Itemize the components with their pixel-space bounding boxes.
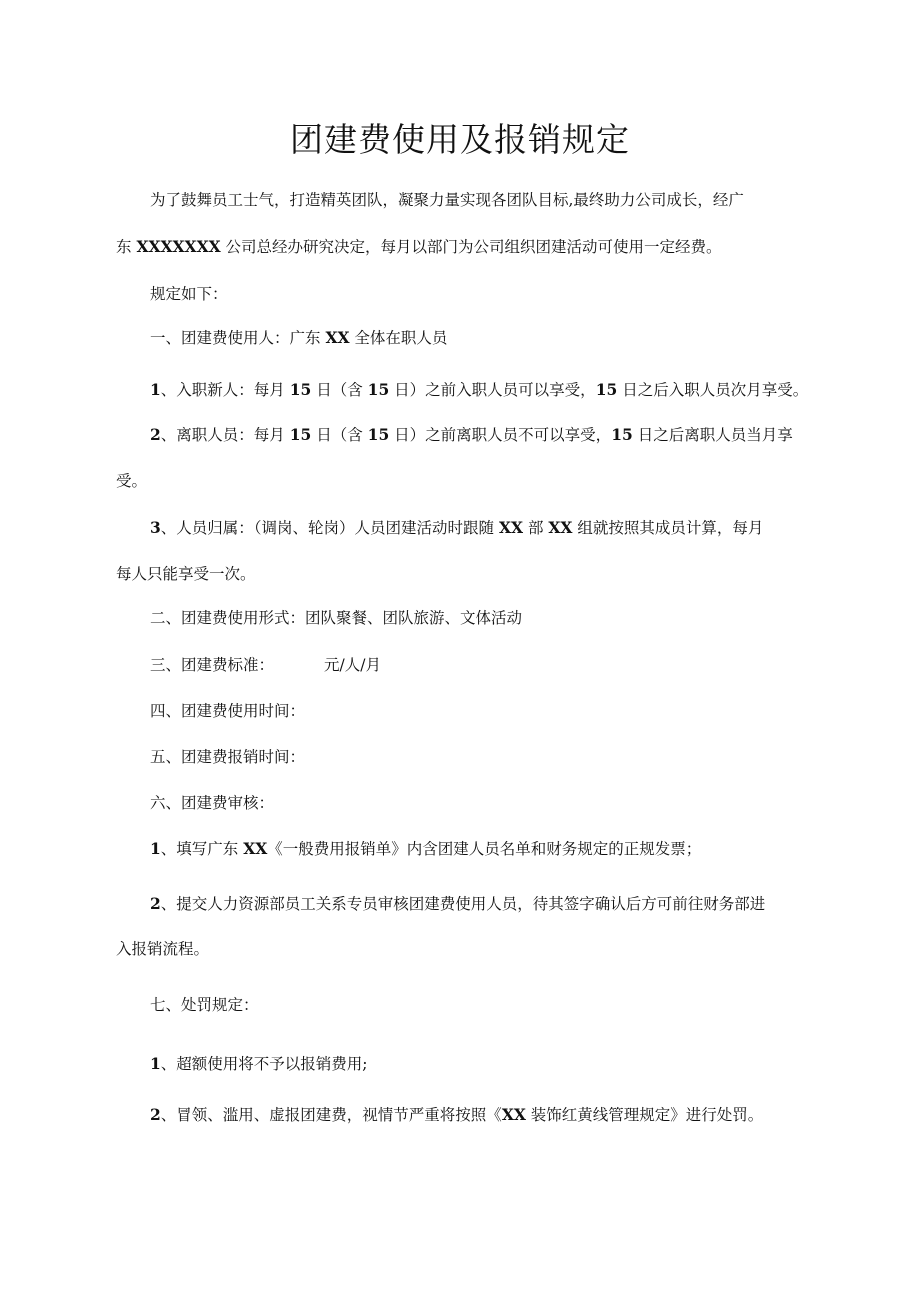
item-text: 日之后入职人员次月享受。 (617, 381, 809, 399)
item-text: 装饰红黄线管理规定》进行处罚。 (525, 1106, 764, 1124)
section-6-item-1 (150, 838, 701, 860)
intro-paragraph-line-1: 为了鼓舞员工士气，打造精英团队，凝聚力量实现各团队目标,最终助力公司成长，经广 (150, 191, 744, 209)
item-number: 1 (150, 839, 161, 858)
item-text: 、冒领、滥用、虚报团建费，视情节严重将按照《 (160, 1106, 502, 1124)
item-number: 1 (150, 1054, 161, 1073)
section-1-heading-suffix: 全体在职人员 (349, 329, 448, 347)
item-text: 日）之前离职人员不可以享受， (389, 426, 612, 444)
item-text: 日之后离职人员当月享 (632, 426, 793, 444)
item-text: 日（含 (311, 426, 368, 444)
day-number: 15 (367, 380, 390, 399)
item-text: 、入职新人：每月 (160, 381, 290, 399)
group-placeholder: XX (548, 518, 573, 537)
section-7-heading: 七、处罚规定： (150, 996, 259, 1014)
department-placeholder: XX (498, 518, 524, 537)
section-1-item-3-line-2: 每人只能享受一次。 (116, 565, 256, 583)
item-number: 3 (150, 518, 161, 537)
item-number: 2 (150, 894, 161, 913)
section-3-label: 三、团建费标准： (150, 656, 275, 674)
item-text: 、人员归属：（调岗、轮岗）人员团建活动时跟随 (160, 519, 499, 537)
section-6-item-2-line-2: 入报销流程。 (116, 940, 210, 958)
company-placeholder: XX (243, 839, 268, 858)
item-text: 部 (523, 519, 549, 537)
section-4-heading: 四、团建费使用时间： (150, 702, 306, 720)
section-2-heading: 二、团建费使用形式：团队聚餐、团队旅游、文体活动 (150, 609, 523, 627)
item-text: 、超额使用将不予以报销费用; (160, 1055, 368, 1073)
rules-intro: 规定如下： (150, 285, 228, 303)
section-1-heading (150, 327, 447, 349)
intro-prefix: 东 (116, 238, 137, 256)
item-text: 日（含 (311, 381, 368, 399)
intro-suffix: 公司总经办研究决定，每月以部门为公司组织团建活动可使用一定经费。 (220, 238, 722, 256)
day-number: 15 (289, 380, 312, 399)
item-number: 2 (150, 1105, 161, 1124)
item-text: 、离职人员：每月 (160, 426, 290, 444)
item-text: 日）之前入职人员可以享受， (389, 381, 596, 399)
section-1-item-2-line-1 (150, 424, 793, 446)
section-5-heading: 五、团建费报销时间： (150, 748, 306, 766)
day-number: 15 (611, 425, 633, 444)
company-placeholder: XX (501, 1105, 526, 1124)
section-3-heading (150, 654, 381, 676)
intro-paragraph-line-2 (116, 236, 722, 258)
intro-company-placeholder: XXXXXXX (136, 237, 221, 256)
item-number: 1 (150, 380, 161, 399)
section-1-item-1 (150, 379, 808, 401)
section-6-item-2-line-1 (150, 893, 765, 915)
section-3-unit: 元/人/月 (324, 656, 381, 674)
item-text: 、提交人力资源部员工关系专员审核团建费使用人员，待其签字确认后方可前往财务部进 (160, 895, 766, 913)
section-1-item-3-line-1 (150, 517, 763, 539)
section-6-heading: 六、团建费审核： (150, 794, 275, 812)
item-number: 2 (150, 425, 161, 444)
section-1-item-2-line-2: 受。 (116, 472, 148, 490)
document-title: 团建费使用及报销规定 (290, 120, 630, 159)
day-number: 15 (289, 425, 312, 444)
item-text: 组就按照其成员计算，每月 (572, 519, 764, 537)
item-text: 《一般费用报销单》内含团建人员名单和财务规定的正规发票； (267, 840, 702, 858)
section-7-item-2 (150, 1104, 763, 1126)
section-1-company: XX (325, 328, 350, 347)
day-number: 15 (595, 380, 618, 399)
section-1-heading-prefix: 一、团建费使用人：广东 (150, 329, 326, 347)
day-number: 15 (367, 425, 390, 444)
section-7-item-1 (150, 1053, 368, 1075)
item-text: 、填写广东 (160, 840, 244, 858)
